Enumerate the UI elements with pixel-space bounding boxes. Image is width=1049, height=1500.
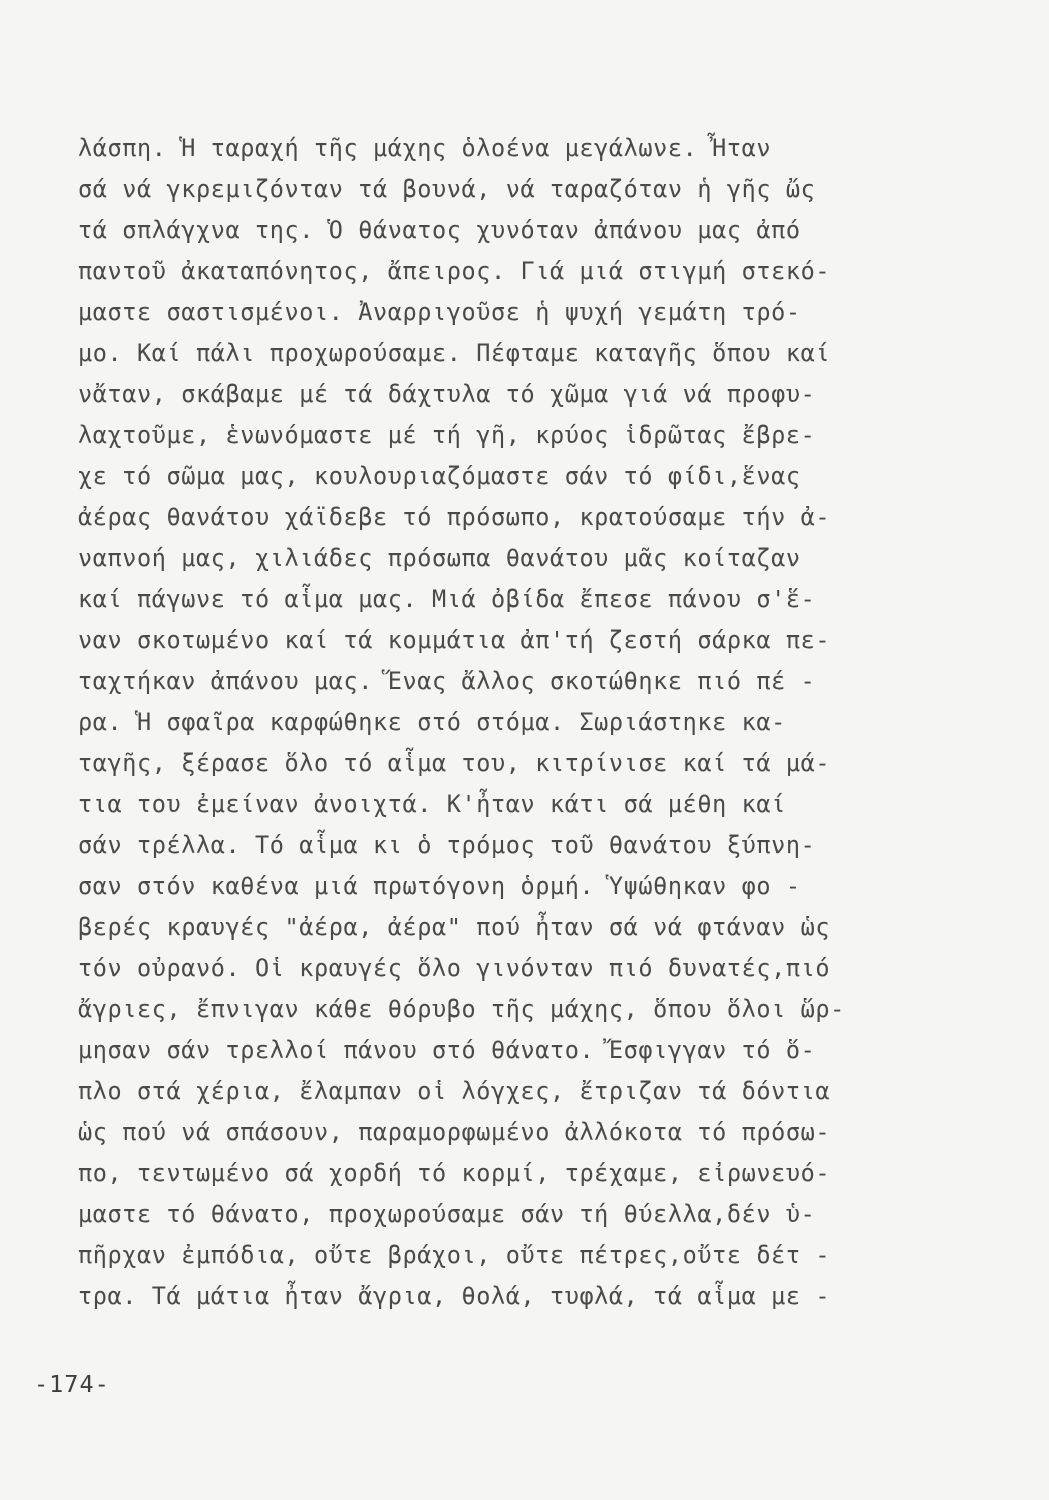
text-line: νἄταν, σκάβαμε μέ τά δάχτυλα τό χῶμα γιά νά προφυ- — [78, 380, 816, 408]
text-line: βερές κραυγές "ἀέρα, ἀέρα" πού ἦταν σά νά φτάναν ὡς — [78, 913, 831, 941]
text-line: παντοῦ ἀκαταπόνητος, ἄπειρος. Γιά μιά στιγμή στεκό- — [78, 257, 831, 285]
text-line: λάσπη. Ἡ ταραχή τῆς μάχης ὁλοένα μεγάλωνε. Ἦταν — [78, 134, 772, 162]
text-line: τόν οὐρανό. Οἱ κραυγές ὅλο γινόνταν πιό δυνατές,πιό — [78, 954, 831, 982]
text-line: μαστε τό θάνατο, προχωρούσαμε σάν τή θύελλα,δέν ὑ- — [78, 1200, 816, 1228]
text-line: μαστε σαστισμένοι. Ἀναρριγοῦσε ἡ ψυχή γεμάτη τρό- — [78, 298, 801, 326]
page-number: -174- — [34, 1370, 110, 1398]
text-line: ἀέρας θανάτου χάϊδεβε τό πρόσωπο, κρατούσαμε τήν ἀ- — [78, 503, 831, 531]
text-line: πλο στά χέρια, ἔλαμπαν οἱ λόγχες, ἔτριζαν τά δόντια — [78, 1077, 831, 1105]
text-line: ὡς πού νά σπάσουν, παραμορφωμένο ἀλλόκοτα τό πρόσω- — [78, 1118, 831, 1146]
text-line: ναπνοή μας, χιλιάδες πρόσωπα θανάτου μᾶς κοίταζαν — [78, 544, 801, 572]
text-line: ἄγριες, ἔπνιγαν κάθε θόρυβο τῆς μάχης, ὅπου ὅλοι ὥρ- — [78, 995, 845, 1023]
text-line: μο. Καί πάλι προχωρούσαμε. Πέφταμε καταγῆς ὅπου καί — [78, 339, 831, 367]
text-line: χε τό σῶμα μας, κουλουριαζόμαστε σάν τό φίδι,ἕνας — [78, 462, 801, 490]
text-line: λαχτοῦμε, ἑνωνόμαστε μέ τή γῆ, κρύος ἱδρῶτας ἔβρε- — [78, 421, 816, 449]
text-line: μησαν σάν τρελλοί πάνου στό θάνατο. Ἔσφιγγαν τό ὅ- — [78, 1036, 816, 1064]
text-line: καί πάγωνε τό αἷμα μας. Μιά ὀβίδα ἔπεσε πάνου σ'ἕ- — [78, 585, 816, 613]
text-line: σαν στόν καθένα μιά πρωτόγονη ὁρμή. Ὑψώθηκαν φο - — [78, 872, 801, 900]
body-text — [78, 128, 978, 1317]
text-line: ταχτήκαν ἀπάνου μας. Ἕνας ἄλλος σκοτώθηκε πιό πέ - — [78, 667, 816, 695]
text-line: πῆρχαν ἐμπόδια, οὔτε βράχοι, οὔτε πέτρες,οὔτε δέτ - — [78, 1241, 831, 1269]
text-line: ναν σκοτωμένο καί τά κομμάτια ἀπ'τή ζεστή σάρκα πε- — [78, 626, 831, 654]
text-line: τρα. Τά μάτια ἦταν ἄγρια, θολά, τυφλά, τά αἷμα με - — [78, 1282, 831, 1310]
text-line: ταγῆς, ξέρασε ὅλο τό αἷμα του, κιτρίνισε καί τά μά- — [78, 749, 831, 777]
text-line: τια του ἐμείναν ἀνοιχτά. Κ'ἦταν κάτι σά μέθη καί — [78, 790, 786, 818]
text-line: σάν τρέλλα. Τό αἷμα κι ὁ τρόμος τοῦ θανάτου ξύπνη- — [78, 831, 816, 859]
text-line: σά νά γκρεμιζόνταν τά βουνά, νά ταραζόταν ἡ γῆς ὤς — [78, 175, 816, 203]
text-line: πο, τεντωμένο σά χορδή τό κορμί, τρέχαμε, εἰρωνευό- — [78, 1159, 831, 1187]
text-line: ρα. Ἡ σφαῖρα καρφώθηκε στό στόμα. Σωριάστηκε κα- — [78, 708, 786, 736]
text-line: τά σπλάγχνα της. Ὁ θάνατος χυνόταν ἀπάνου μας ἀπό — [78, 216, 801, 244]
